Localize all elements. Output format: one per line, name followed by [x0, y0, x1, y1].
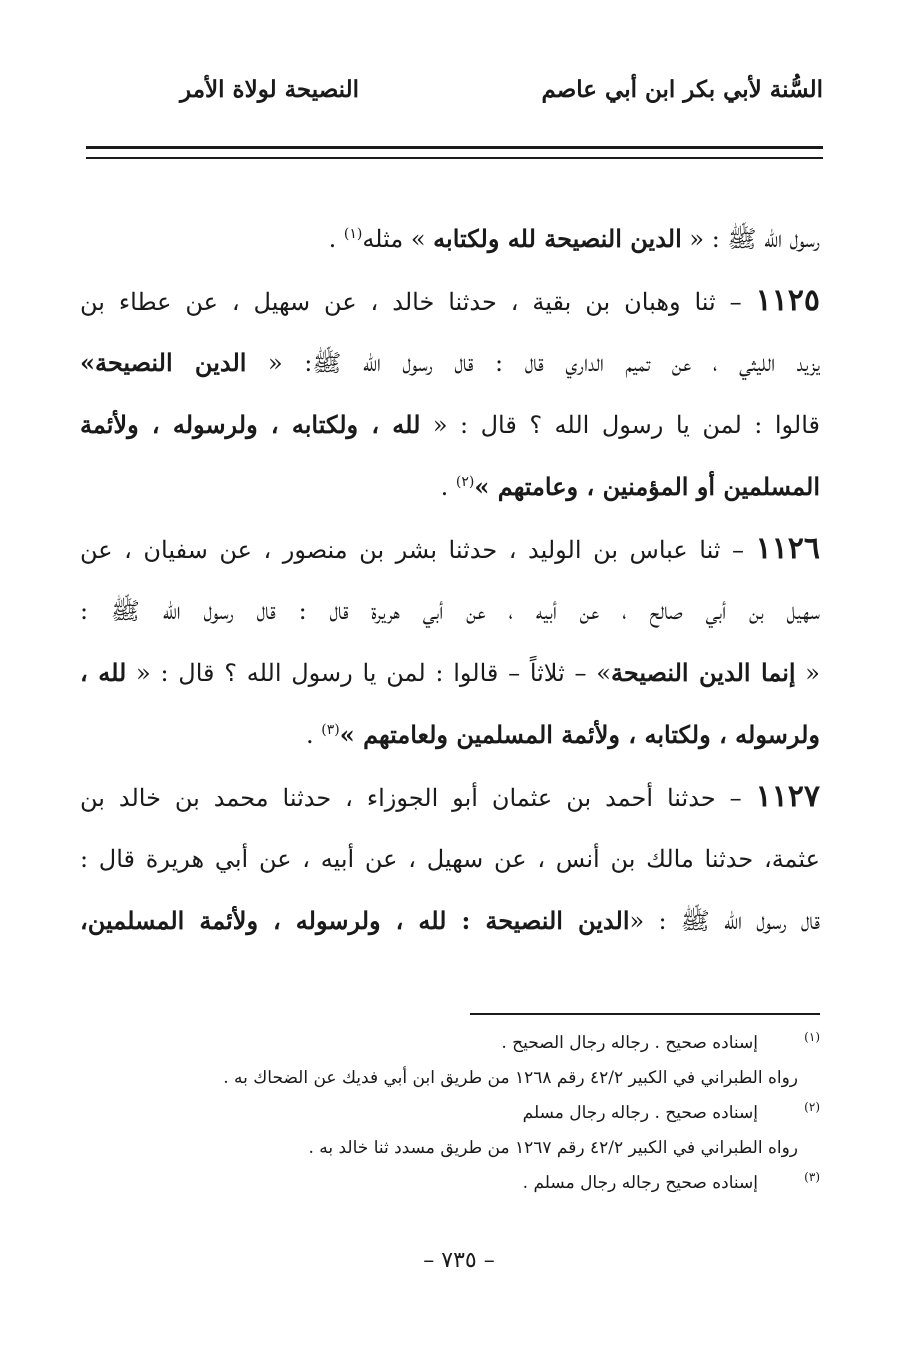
- text-line: سهيل بن أبي صالح ، عن أبيه ، عن أبي هريرة قال : قال رسول الله ﷺ :: [80, 597, 820, 625]
- hadith-1125: ١١٢٥ – ثنا وهبان بن بقية ، حدثنا خالد ، عن سهيل ، عن عطاء بن: [80, 283, 820, 318]
- hadith-quote: الدين النصيحة: [95, 348, 247, 377]
- main-text: [80, 208, 820, 952]
- text-line: ولرسوله ، ولكتابه ، ولأئمة المسلمين ولعامتهم »$^{(٣)}$ .: [305, 720, 820, 749]
- footnote-rule: [470, 1013, 820, 1015]
- footnote-item: [100, 1166, 820, 1201]
- footnotes: [100, 1026, 820, 1201]
- footnote-text: رواه الطبراني في الكبير ٤٢/٢ رقم ١٢٦٧ من طريق مسدد ثنا خالد به .: [308, 1138, 798, 1158]
- footnote-marker: (٢): [804, 1100, 820, 1114]
- hadith-quote: الدين النصيحة لله ولكتابه: [433, 224, 682, 253]
- text-line: قال رسول الله ﷺ : «الدين النصيحة : لله ، ولرسوله ، ولأئمة المسلمين،: [80, 906, 820, 935]
- book-title: السُّنة لأبي بكر ابن أبي عاصم: [541, 76, 823, 103]
- hadith-number: ١١٢٥: [755, 283, 820, 318]
- hadith-1126: ١١٢٦ – ثنا عباس بن الوليد ، حدثنا بشر بن منصور ، عن سفيان ، عن: [80, 531, 820, 566]
- footnote-text: رواه الطبراني في الكبير ٤٢/٢ رقم ١٢٦٨ من طريق ابن أبي فديك عن الضحاك به .: [223, 1068, 798, 1088]
- footnote-text: إسناده صحيح رجاله رجال مسلم .: [522, 1173, 758, 1193]
- header-rule-thin: [86, 157, 823, 159]
- footnote-item: [100, 1131, 820, 1166]
- footnote-text: إسناده صحيح . رجاله رجال الصحيح .: [501, 1033, 758, 1053]
- text-line: المسلمين أو المؤمنين ، وعامتهم »$^{(٢)}$ .: [440, 472, 820, 501]
- hadith-1127: ١١٢٧ – حدثنا أحمد بن عثمان أبو الجوزاء ، حدثنا محمد بن خالد بن: [80, 779, 820, 814]
- footnote-item: [100, 1026, 820, 1061]
- hadith-quote: إنما الدين النصيحة: [610, 658, 796, 687]
- hadith-quote: ولرسوله ، ولكتابه ، ولأئمة المسلمين ولعامتهم: [363, 720, 820, 749]
- hadith-quote: الدين النصيحة : لله ، ولرسوله ، ولأئمة المسلمين،: [80, 906, 630, 935]
- text-line: قالوا : لمن يا رسول الله ؟ قال : « لله ، ولكتابه ، ولرسوله ، ولأئمة: [80, 410, 820, 439]
- footnote-marker: (١): [804, 1030, 820, 1044]
- hadith-quote: لله ، ولكتابه ، ولرسوله ، ولأئمة: [80, 410, 421, 439]
- footnote-ref: (٣): [321, 722, 340, 738]
- footnote-ref: (٢): [455, 474, 475, 490]
- footnote-item: [100, 1061, 820, 1096]
- footnote-marker: (٣): [804, 1170, 820, 1184]
- chapter-title: النصيحة لولاة الأمر: [180, 76, 359, 103]
- text-line: « إنما الدين النصيحة» – ثلاثاً – قالوا : لمن يا رسول الله ؟ قال : « لله ،: [80, 658, 820, 687]
- text-line: يزيد الليثي ، عن تميم الداري قال : قال رسول الله ﷺ: « الدين النصيحة»: [80, 348, 820, 377]
- hadith-number: ١١٢٦: [755, 531, 820, 566]
- hadith-quote: المسلمين أو المؤمنين ، وعامتهم: [497, 472, 820, 501]
- page-number: – ٧٣٥ –: [423, 1248, 495, 1273]
- hadith-number: ١١٢٧: [755, 779, 820, 814]
- footnote-item: [100, 1096, 820, 1131]
- running-header: [80, 76, 823, 116]
- text-line: رسول الله ﷺ : « الدين النصيحة لله ولكتابه » مثله$^{(١)}$ .: [328, 224, 820, 253]
- footnote-text: إسناده صحيح . رجاله رجال مسلم: [522, 1103, 758, 1123]
- header-rule-thick: [86, 146, 823, 149]
- text-line: عثمة، حدثنا مالك بن أنس ، عن سهيل ، عن أبيه ، عن أبي هريرة قال :: [80, 845, 820, 873]
- footnote-ref: (١): [343, 226, 363, 242]
